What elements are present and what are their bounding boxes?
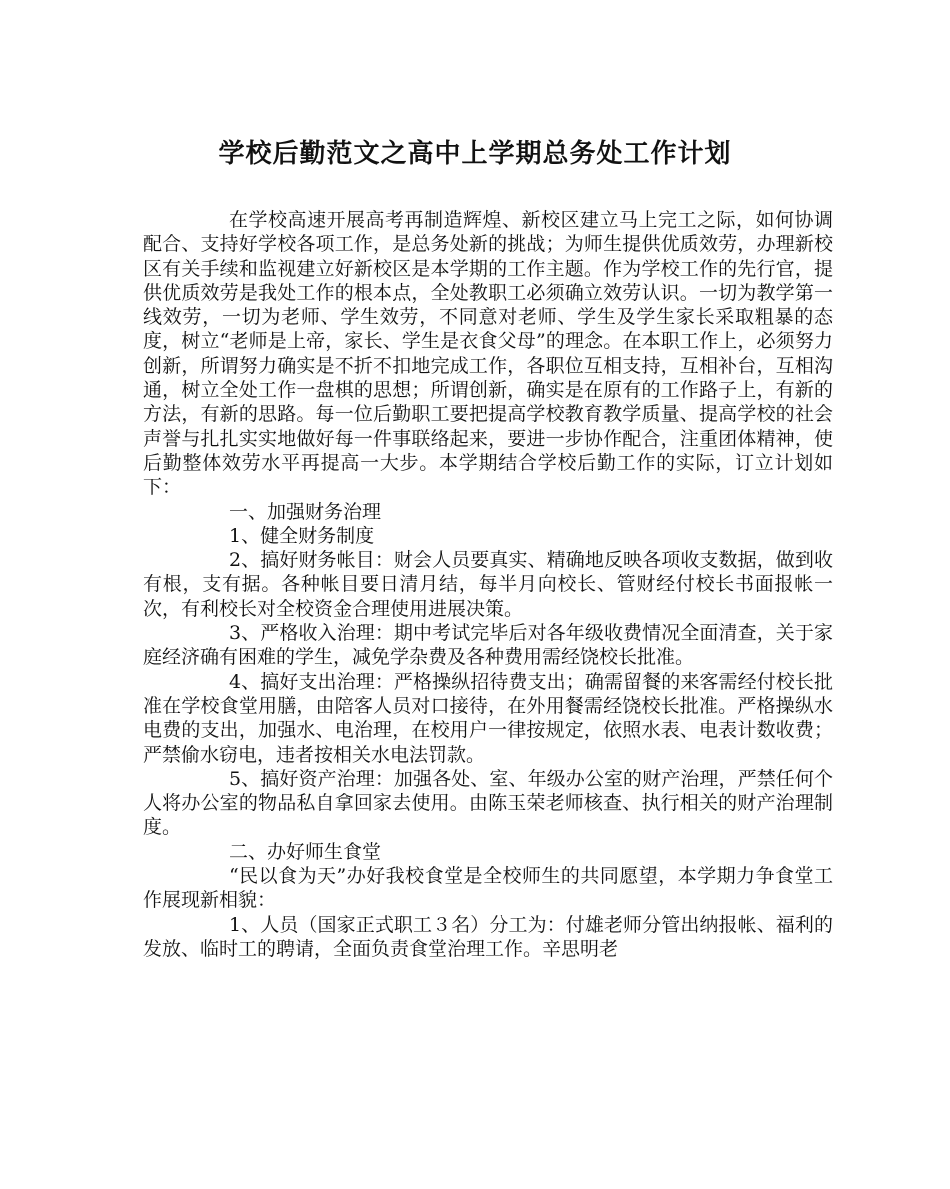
document-title: 学校后勤范文之高中上学期总务处工作计划 [218, 139, 732, 169]
heading-canteen: 二、办好师生食堂 [229, 840, 382, 863]
heading-finance: 一、加强财务治理 [229, 500, 382, 523]
item-finance-3: 3、严格收入治理：期中考试完毕后对各年级收费情况全面清查，关于家庭经济确有困难的学生，减免学杂费及各种费用需经饶校长批准。 [143, 622, 833, 669]
item-finance-1: 1、健全财务制度 [229, 524, 375, 547]
item-finance-5: 5、搞好资产治理：加强各处、室、年级办公室的财产治理，严禁任何个人将办公室的物品私自拿回家去使用。由陈玉荣老师核查、执行相关的财产治理制度。 [143, 767, 833, 839]
item-finance-4: 4、搞好支出治理：严格操纵招待费支出；确需留餐的来客需经付校长批准在学校食堂用膳，由陪客人员对口接待，在外用餐需经饶校长批准。严格操纵水电费的支出，加强水、电治理，在校用户一律按规定，依照水表、电表计数收费；严禁偷水窃电，违者按相关水电法罚款。 [143, 670, 833, 766]
document-body [143, 208, 833, 961]
item-finance-2: 2、搞好财务帐目：财会人员要真实、精确地反映各项收支数据，做到收有根，支有据。各种帐目要日清月结，每半月向校长、管财经付校长书面报帐一次，有利校长对全校资金合理使用进展决策。 [143, 549, 833, 620]
item-canteen-1: 1、人员（国家正式职工３名）分工为：付雄老师分管出纳报帐、福利的发放、临时工的聘请，全面负责食堂治理工作。辛思明老 [143, 913, 833, 960]
paragraph-canteen-intro: “民以食为天”办好我校食堂是全校师生的共同愿望，本学期力争食堂工作展现新相貌： [143, 865, 833, 912]
paragraph-intro: 在学校高速开展高考再制造辉煌、新校区建立马上完工之际，如何协调配合、支持好学校各项工作，是总务处新的挑战；为师生提供优质效劳，办理新校区有关手续和监视建立好新校区是本学期的工作主题。作为学校工作的先行官，提供优质效劳是我处工作的根本点，全处教职工必须确立效劳认识。一切为教学第一线效劳，一切为老师、学生效劳，不同意对老师、学生及学生家长采取粗暴的态度，树立“老师是上帝，家长、学生是衣食父母”的理念。在本职工作上，必须努力创新，所谓努力确实是不折不扣地完成工作，各职位互相支持，互相补台，互相沟通，树立全处工作一盘棋的思想；所谓创新，确实是在原有的工作路子上，有新的方法，有新的思路。每一位后勤职工要把提高学校教育教学质量、提高学校的社会声誉与扎扎实实地做好每一件事联络起来，要进一步协作配合，注重团体精神，使后勤整体效劳水平再提高一大步。本学期结合学校后勤工作的实际，订立计划如下： [143, 209, 833, 499]
